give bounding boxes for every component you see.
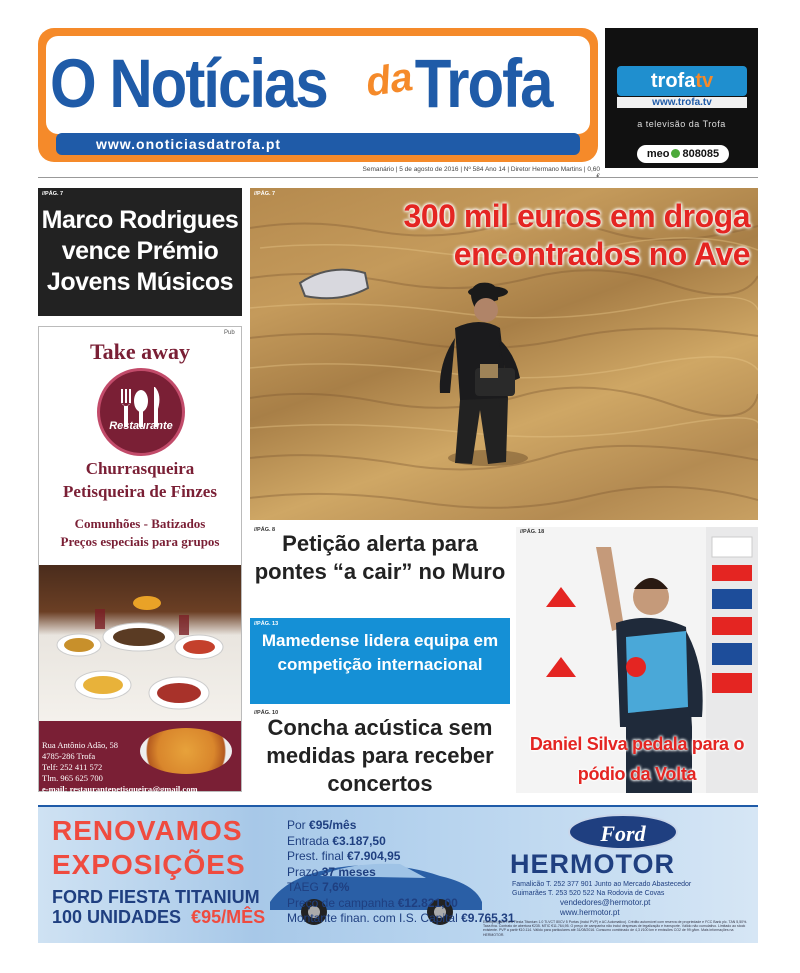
page-ref: //PÁG. 7: [254, 191, 276, 197]
page-ref: //PÁG. 8: [254, 527, 276, 533]
website-url[interactable]: www.onoticiasdatrofa.pt: [56, 133, 580, 155]
page-ref: //PÁG. 13: [254, 621, 279, 627]
address-line: Rua Antônio Adão, 58: [42, 740, 119, 750]
meo-channel-badge: meo 808085: [637, 145, 729, 163]
concha-headline[interactable]: Concha acústica sem medidas para receber concertos: [266, 715, 494, 796]
take-away-title: Take away: [89, 339, 191, 364]
postal-line: 4785-286 Trofa: [42, 751, 96, 761]
dealer-name: HERMOTOR: [510, 849, 676, 879]
mamedense-headline[interactable]: Mamedense lidera equipa em competição internacional: [261, 631, 499, 674]
page-ref: //PÁG. 10: [254, 710, 279, 716]
ad-label: Pub: [224, 330, 235, 336]
dealer-email[interactable]: vendedores@hermotor.pt: [560, 898, 651, 907]
restaurant-line2: Petisqueira de Finzes: [63, 482, 217, 501]
ford-model-offer: [52, 887, 265, 927]
units: 100 UNIDADES: [52, 907, 182, 927]
main-headline[interactable]: 300 mil euros em droga encontrados no Ave: [403, 198, 750, 272]
peticao-headline[interactable]: Petição alerta para pontes “a cair” no Muro: [254, 531, 506, 584]
issue-info: Semanário | 5 de agosto de 2016 | Nº 584 Ano 14 | Diretor Hermano Martins | 0,60: [362, 166, 600, 173]
trofatv-tagline: a televisão da Trofa: [637, 119, 726, 129]
trofatv-url: www.trofa.tv: [617, 97, 747, 108]
newspaper-title[interactable]: O Notícias Trofa: [50, 44, 552, 122]
model-brand: FORD: [52, 887, 103, 907]
restaurant-logo-text: Restaurante: [109, 420, 173, 432]
dealer-website[interactable]: www.hermotor.pt: [560, 908, 620, 917]
newspaper-title-da: da: [363, 54, 416, 106]
ford-logo: Ford: [568, 814, 678, 850]
phone[interactable]: Telf: 252 411 572: [42, 762, 103, 772]
trofatv-logo: trofatv: [617, 66, 747, 96]
cutlery-icon: [100, 371, 182, 453]
restaurant-line1: Churrasqueira: [85, 459, 195, 478]
headline-line2: EXPOSIÇÕES: [52, 849, 246, 880]
restaurant-table-photo: [39, 565, 241, 721]
mobile[interactable]: Tlm. 965 625 700: [42, 773, 103, 783]
headline-line1: RENOVAMOS: [52, 815, 243, 846]
finance-terms: Por €95/mês Entrada €3.187,50 Prest. final €7.904,95 Prazo 37 meses TAEG 7,6% Preço de campanha €12.821,00 Montante finan. com I.S. Capital €9.765,31: [287, 818, 515, 925]
guimaraes-contact[interactable]: Guimarães T. 253 520 522 Na Rodovia de Covas: [512, 890, 665, 897]
famalicao-contact[interactable]: Famalicão T. 252 377 901 Junto ao Mercado Abastecedor: [512, 881, 692, 888]
daniel-headline[interactable]: Daniel Silva pedala para o pódio da Volta: [529, 734, 745, 784]
dealer-web: [560, 898, 750, 918]
restaurant-address: [42, 740, 198, 795]
fine-print: Exemplo para Ford Fiesta Titanium 1.0 Ti-VCT 80CV 5 Portas (inclui PVP) e AC Automatico). Crédito automóvel com reserva de propriedade e FCC Bank plc. TAN 5,50%. Taxa fixa. Contrato de abertura €235. MTIC €11.764,95. O preço de campanha não inclui despesas de legalização e transporte. Válido não cumulativo. Limitado ao stock existente. PVP a partir €10.114. Válido para particulares até 31/08/2016. Consumo combinado de 4,3 l/100 km e emissões CO2 de 99 g/km. Mais informações na HERMOTOR.: [483, 920, 748, 937]
model-name: FIESTA TITANIUM: [108, 887, 260, 907]
divider: [38, 177, 758, 178]
marco-headline[interactable]: Marco Rodrigues vence Prémio Jovens Músicos: [41, 206, 239, 296]
ford-ad-headline: [52, 814, 246, 882]
email[interactable]: e-mail: restaurantepetisqueira@gmail.com: [42, 784, 198, 794]
restaurant-name: [40, 457, 240, 503]
services-line: Comunhões - Batizados: [74, 516, 206, 531]
units-price: €95/MÊS: [191, 907, 266, 927]
page-ref: //PÁG. 18: [520, 529, 545, 535]
meo-dot-icon: [671, 149, 680, 158]
table-food-illustration: [39, 565, 241, 721]
restaurant-logo: [97, 368, 185, 456]
dealer-contacts: [512, 880, 752, 898]
restaurant-services: [40, 515, 240, 551]
page-ref: //PÁG. 7: [42, 191, 64, 197]
prices-line: Preços especiais para grupos: [60, 534, 220, 549]
